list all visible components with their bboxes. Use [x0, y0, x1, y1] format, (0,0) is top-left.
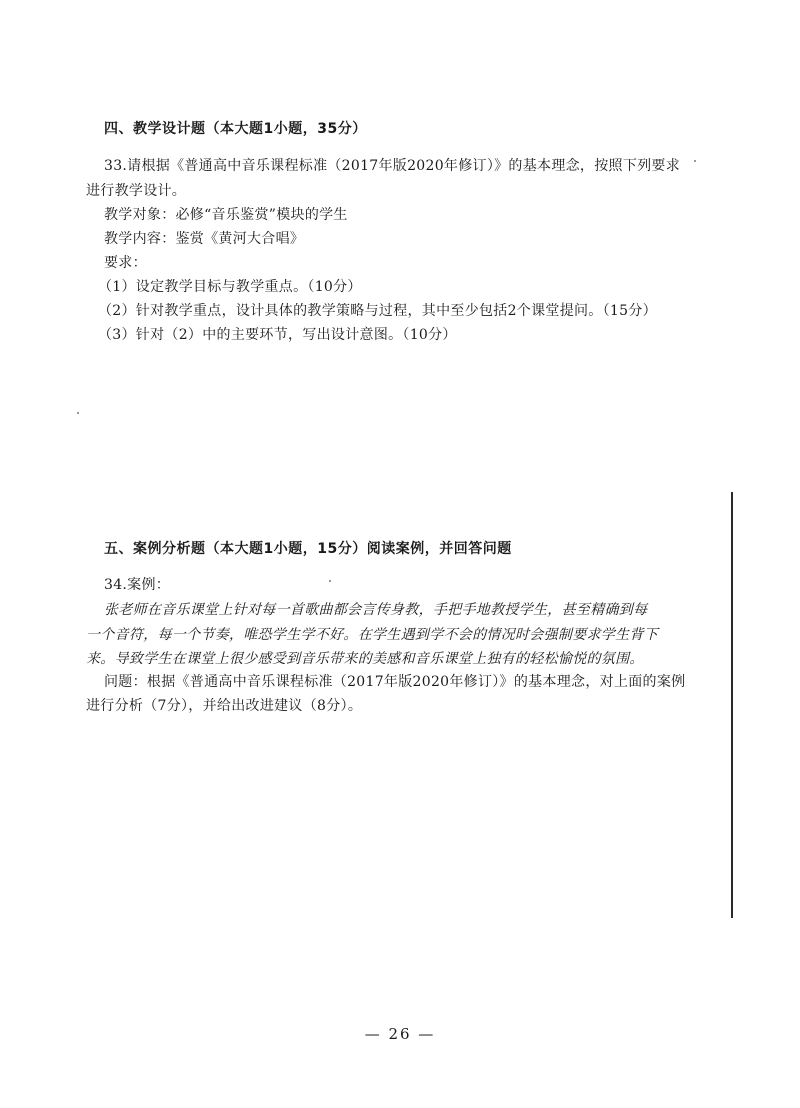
- scan-speck: [77, 412, 79, 414]
- teaching-target-line: 教学对象：必修“音乐鉴赏”模块的学生: [104, 207, 348, 223]
- question-line-2: 进行分析（7分），并给出改进建议（8分）。: [86, 698, 363, 714]
- requirement-3: （3）针对（2）中的主要环节，写出设计意图。（10分）: [98, 327, 457, 343]
- section-4-heading: 四、教学设计题（本大题1小题，35分）: [104, 121, 367, 137]
- case-line-2: 一个音符，每一个节奏，唯恐学生学不好。在学生遇到学不会的情况时会强制要求学生背下: [86, 627, 658, 643]
- question-line-1: 问题：根据《普通高中音乐课程标准（2017年版2020年修订）》的基本理念，对上面的案例: [104, 674, 686, 690]
- q33-line-2: 进行教学设计。: [86, 183, 187, 199]
- requirement-1: （1）设定教学目标与教学重点。（10分）: [98, 279, 362, 295]
- q33-line-1: 33.请根据《普通高中音乐课程标准（2017年版2020年修订）》的基本理念，按照下列要求: [104, 158, 681, 174]
- scan-speck: [329, 580, 331, 582]
- scan-edge-line: [731, 492, 733, 918]
- section-5-heading: 五、案例分析题（本大题1小题，15分）阅读案例，并回答问题: [104, 541, 512, 557]
- case-line-1: 张老师在音乐课堂上针对每一首歌曲都会言传身教，手把手地教授学生，甚至精确到每: [104, 602, 648, 618]
- teaching-content-line: 教学内容：鉴赏《黄河大合唱》: [104, 231, 305, 247]
- requirement-2: （2）针对教学重点，设计具体的教学策略与过程，其中至少包括2个课堂提问。（15分）: [98, 303, 657, 319]
- requirements-label: 要求：: [104, 255, 147, 271]
- case-label: 34.案例：: [104, 577, 171, 593]
- case-line-3: 来。导致学生在课堂上很少感受到音乐带来的美感和音乐课堂上独有的轻松愉悦的氛围。: [86, 651, 644, 667]
- page-number: — 26 —: [364, 1025, 436, 1043]
- scan-speck: [694, 160, 696, 162]
